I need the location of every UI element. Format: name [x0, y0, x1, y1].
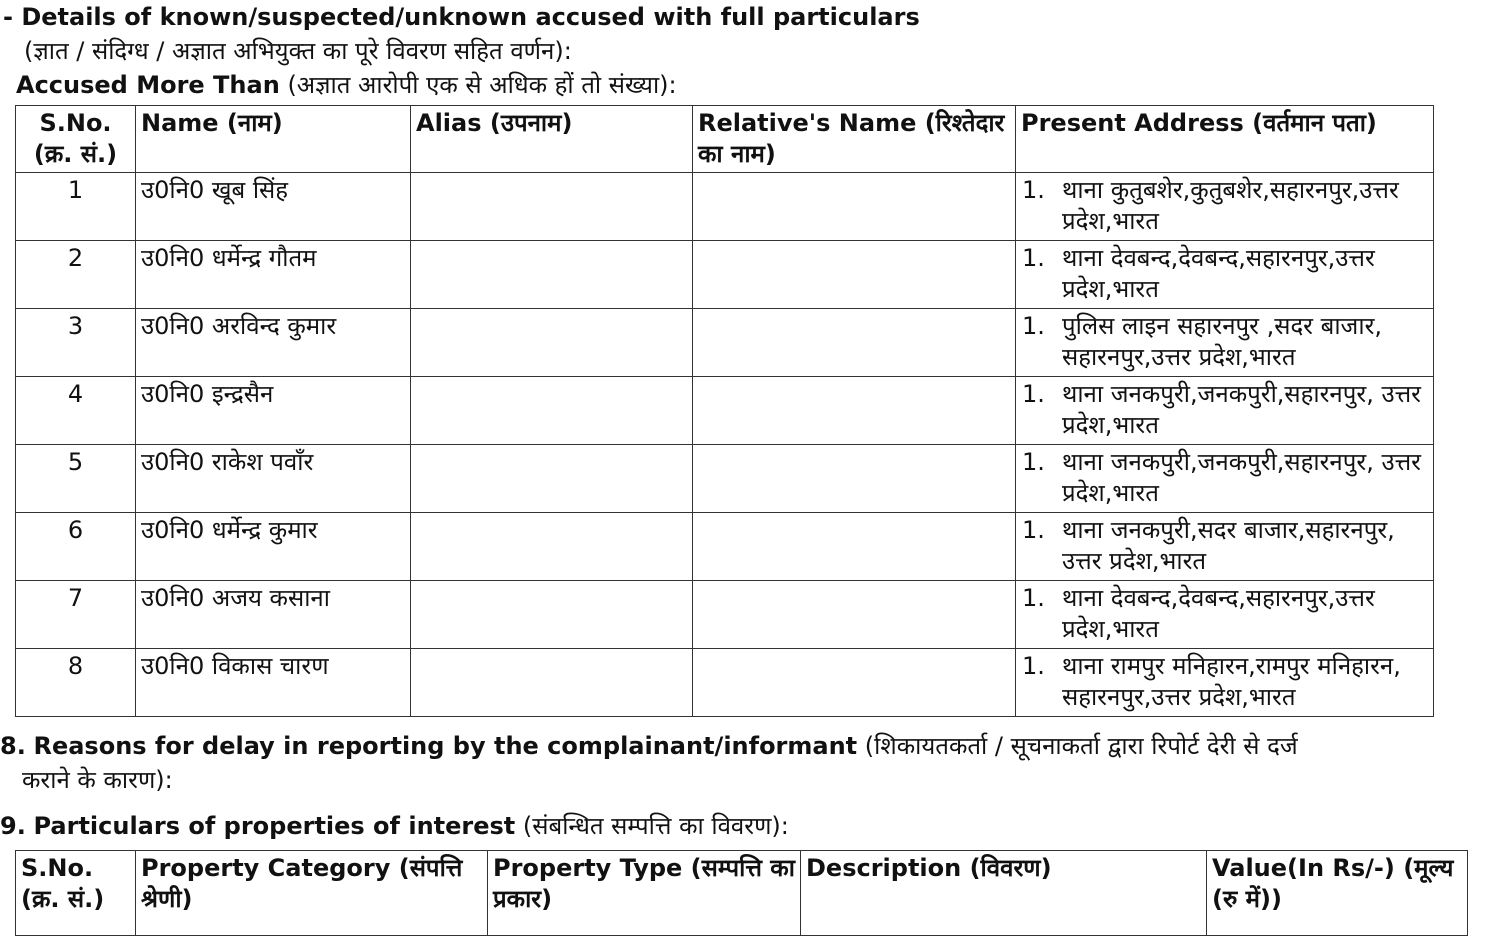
- row-name: उ0नि0 विकास चारण: [136, 649, 411, 717]
- header-sno: S.No.(क्र. सं.): [16, 106, 136, 173]
- row-alias: [411, 377, 693, 445]
- row-name: उ0नि0 अरविन्द कुमार: [136, 309, 411, 377]
- row-sno: 7: [16, 581, 136, 649]
- address-text: थाना जनकपुरी,जनकपुरी,सहारनपुर, उत्तर प्रदेश,भारत: [1062, 380, 1421, 439]
- row-name: उ0नि0 धर्मेन्द्र कुमार: [136, 513, 411, 581]
- row-address: [1016, 377, 1434, 445]
- address-number: 1.: [1022, 516, 1045, 544]
- address-number: 1.: [1022, 448, 1045, 476]
- row-sno: 8: [16, 649, 136, 717]
- row-alias: [411, 513, 693, 581]
- row-relative: [693, 649, 1016, 717]
- section-accused-heading: - Details of known/suspected/unknown accused with full particulars: [3, 3, 920, 31]
- section-delay-heading: [0, 731, 1298, 761]
- row-address: [1016, 649, 1434, 717]
- section-properties-hi: (संबन्धित सम्पत्ति का विवरण):: [522, 812, 789, 840]
- section-properties-num: 9.: [0, 812, 26, 840]
- section-accused-heading-en: Details of known/suspected/unknown accused with full particulars: [21, 3, 920, 31]
- accused-more-than-en: Accused More Than: [16, 71, 280, 99]
- prop-header-value: Value(In Rs/-) (मूल्य (रु में)): [1207, 851, 1468, 936]
- section-properties-heading: [0, 811, 789, 841]
- row-sno: 6: [16, 513, 136, 581]
- prop-header-category: Property Category (संपत्ति श्रेणी): [136, 851, 488, 936]
- row-address: [1016, 581, 1434, 649]
- section-accused-heading-hi: (ज्ञात / संदिग्ध / अज्ञात अभियुक्त का पूरे विवरण सहित वर्णन):: [24, 37, 572, 65]
- row-address: [1016, 309, 1434, 377]
- prop-header-sno: S.No. (क्र. सं.): [16, 851, 136, 936]
- accused-table: [15, 105, 1434, 717]
- section-properties-en: Particulars of properties of interest: [33, 812, 516, 840]
- address-number: 1.: [1022, 380, 1045, 408]
- table-row: [16, 309, 1434, 377]
- address-number: 1.: [1022, 176, 1045, 204]
- row-sno: 2: [16, 241, 136, 309]
- row-alias: [411, 309, 693, 377]
- row-sno: 5: [16, 445, 136, 513]
- row-relative: [693, 581, 1016, 649]
- row-address: [1016, 173, 1434, 241]
- table-row: [16, 377, 1434, 445]
- address-text: थाना देवबन्द,देवबन्द,सहारनपुर,उत्तर प्रदेश,भारत: [1062, 244, 1375, 303]
- address-number: 1.: [1022, 312, 1045, 340]
- section-delay-en: Reasons for delay in reporting by the complainant/informant: [33, 732, 858, 760]
- row-name: उ0नि0 इन्द्रसैन: [136, 377, 411, 445]
- row-sno: 4: [16, 377, 136, 445]
- prop-header-type: Property Type (सम्पत्ति का प्रकार): [488, 851, 801, 936]
- row-relative: [693, 173, 1016, 241]
- table-row: [16, 649, 1434, 717]
- row-name: उ0नि0 धर्मेन्द्र गौतम: [136, 241, 411, 309]
- properties-table: [15, 850, 1468, 936]
- row-sno: 3: [16, 309, 136, 377]
- row-alias: [411, 649, 693, 717]
- row-relative: [693, 309, 1016, 377]
- address-text: थाना रामपुर मनिहारन,रामपुर मनिहारन, सहारनपुर,उत्तर प्रदेश,भारत: [1062, 652, 1401, 711]
- header-alias: Alias (उपनाम): [411, 106, 693, 173]
- row-address: [1016, 445, 1434, 513]
- row-sno: 1: [16, 173, 136, 241]
- row-name: उ0नि0 खूब सिंह: [136, 173, 411, 241]
- table-row: [16, 173, 1434, 241]
- accused-table-header: [16, 106, 1434, 173]
- row-relative: [693, 445, 1016, 513]
- row-relative: [693, 377, 1016, 445]
- row-name: उ0नि0 राकेश पवाँर: [136, 445, 411, 513]
- accused-more-than: [16, 70, 677, 100]
- section-delay-hi-continued: कराने के कारण):: [22, 766, 173, 794]
- row-relative: [693, 241, 1016, 309]
- table-row: [16, 241, 1434, 309]
- table-row: [16, 581, 1434, 649]
- row-address: [1016, 513, 1434, 581]
- address-text: थाना देवबन्द,देवबन्द,सहारनपुर,उत्तर प्रदेश,भारत: [1062, 584, 1375, 643]
- table-row: [16, 513, 1434, 581]
- row-alias: [411, 445, 693, 513]
- row-alias: [411, 581, 693, 649]
- address-text: थाना जनकपुरी,जनकपुरी,सहारनपुर, उत्तर प्रदेश,भारत: [1062, 448, 1421, 507]
- row-name: उ0नि0 अजय कसाना: [136, 581, 411, 649]
- address-number: 1.: [1022, 652, 1045, 680]
- section-delay-num: 8.: [0, 732, 26, 760]
- address-text: पुलिस लाइन सहारनपुर ,सदर बाजार, सहारनपुर,उत्तर प्रदेश,भारत: [1062, 312, 1383, 371]
- header-name: Name (नाम): [136, 106, 411, 173]
- section-delay-hi: (शिकायतकर्ता / सूचनाकर्ता द्वारा रिपोर्ट देरी से दर्ज: [864, 732, 1298, 760]
- row-alias: [411, 173, 693, 241]
- row-address: [1016, 241, 1434, 309]
- table-row: [16, 445, 1434, 513]
- prop-header-description: Description (विवरण): [801, 851, 1207, 936]
- address-number: 1.: [1022, 244, 1045, 272]
- header-address: Present Address (वर्तमान पता): [1016, 106, 1434, 173]
- address-text: थाना कुतुबशेर,कुतुबशेर,सहारनपुर,उत्तर प्रदेश,भारत: [1062, 176, 1399, 235]
- header-relative: Relative's Name (रिश्तेदार का नाम): [693, 106, 1016, 173]
- accused-more-than-hi: (अज्ञात आरोपी एक से अधिक हों तो संख्या):: [287, 71, 677, 99]
- address-number: 1.: [1022, 584, 1045, 612]
- properties-table-header: [16, 851, 1468, 936]
- row-relative: [693, 513, 1016, 581]
- row-alias: [411, 241, 693, 309]
- address-text: थाना जनकपुरी,सदर बाजार,सहारनपुर, उत्तर प्रदेश,भारत: [1062, 516, 1395, 575]
